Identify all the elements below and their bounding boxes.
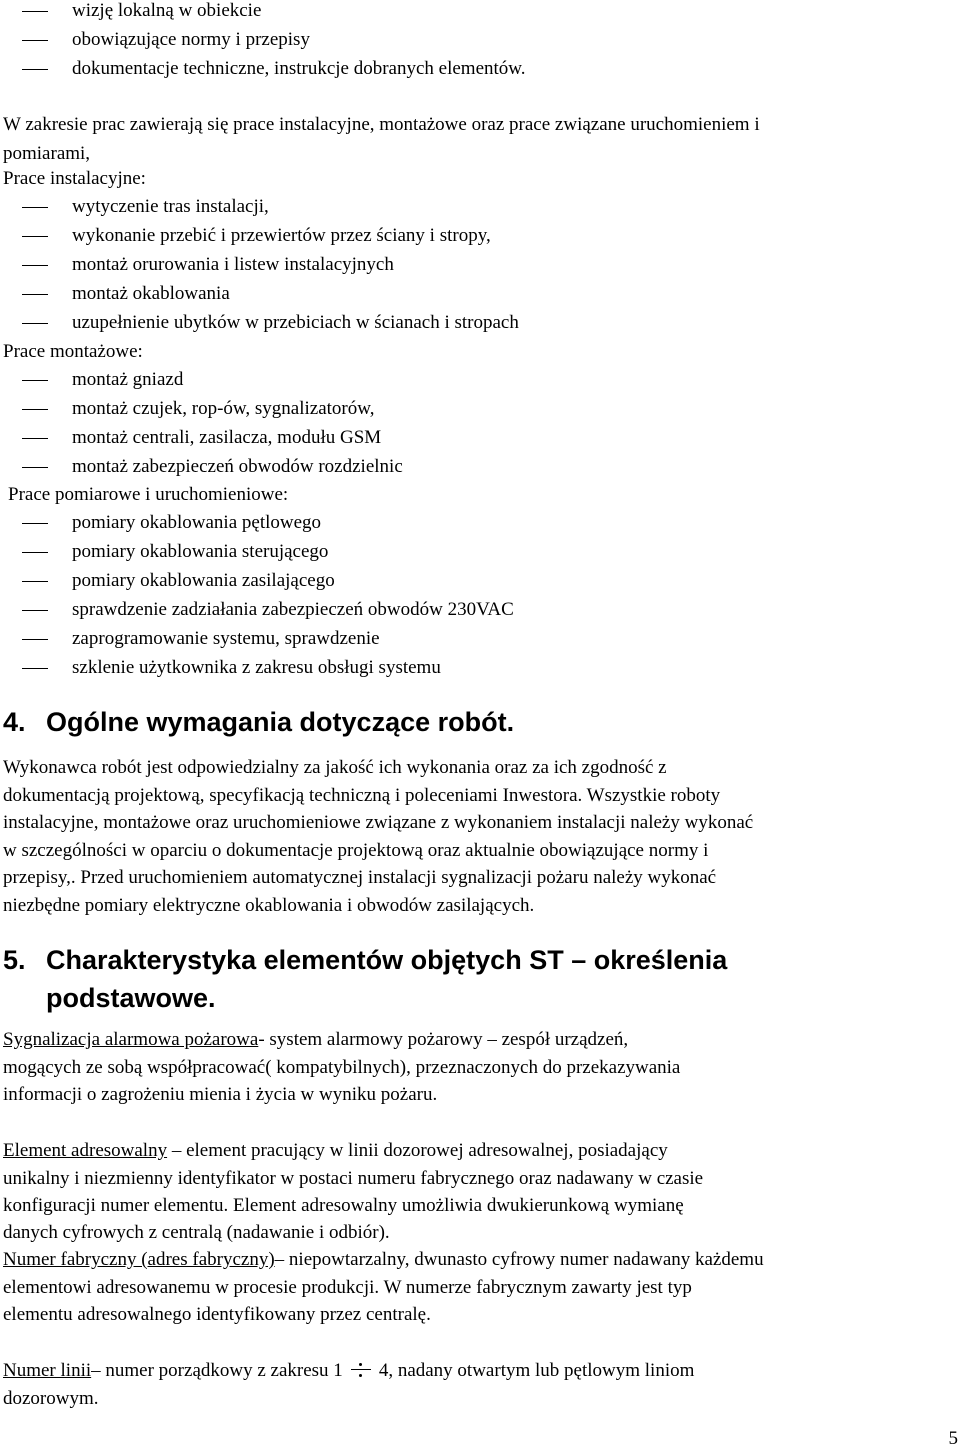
dash-bullet-icon — [22, 69, 48, 70]
paragraph-line: w szczególności w oparciu o dokumentacje projektową oraz aktualnie obowiązujące normy i — [3, 840, 709, 861]
paragraph-line: danych cyfrowych z centralą (nadawanie i odbiór). — [3, 1222, 390, 1243]
measurement-title: Prace pomiarowe i uruchomieniowe: — [8, 484, 289, 505]
paragraph-line: elementu adresowalnego identyfikowany przez centralę. — [3, 1304, 431, 1325]
paragraph-line: Wykonawca robót jest odpowiedzialny za jakość ich wykonania oraz za ich zgodność z — [3, 757, 667, 778]
dash-bullet-icon — [22, 380, 48, 381]
dash-bullet-icon — [22, 552, 48, 553]
section-number: 4. — [3, 707, 26, 737]
dash-bullet-icon — [22, 610, 48, 611]
paragraph-line: przepisy,. Przed uruchomieniem automatycznej instalacji sygnalizacji pożaru należy wykonać — [3, 867, 717, 888]
definition-term: Sygnalizacja alarmowa pożarowa — [3, 1029, 259, 1050]
assembly-title: Prace montażowe: — [3, 341, 143, 362]
section-title: Charakterystyka elementów objętych ST – określenia — [46, 945, 728, 975]
section-5-heading — [3, 944, 727, 976]
paragraph-line: elementowi adresowanemu w procesie produkcji. W numerze fabrycznym zawarty jest typ — [3, 1277, 692, 1298]
page-number: 5 — [948, 1428, 958, 1449]
division-sign-icon — [349, 1362, 373, 1378]
scope-text: W zakresie prac zawierają się prace instalacyjne, montażowe oraz prace związane uruchomieniem i — [3, 114, 760, 135]
definition-alarm: Sygnalizacja alarmowa pożarowa- system alarmowy pożarowy – zespół urządzeń, — [3, 1029, 629, 1050]
paragraph-line: unikalny i niezmienny identyfikator w postaci numeru fabrycznego oraz nadawany w czasie — [3, 1168, 704, 1189]
dash-bullet-icon — [22, 323, 48, 324]
paragraph-line: dozorowym. — [3, 1388, 99, 1409]
dash-bullet-icon — [22, 265, 48, 266]
dash-bullet-icon — [22, 581, 48, 582]
definition-serial: Numer fabryczny (adres fabryczny)– niepowtarzalny, dwunasto cyfrowy numer nadawany każdemu — [3, 1249, 764, 1270]
dash-bullet-icon — [22, 668, 48, 669]
paragraph-line: informacji o zagrożeniu mienia i życia w wyniku pożaru. — [3, 1084, 438, 1105]
definition-term: Numer fabryczny (adres fabryczny) — [3, 1249, 275, 1270]
paragraph-line: niezbędne pomiary elektryczne okablowania i obwodów zasilających. — [3, 895, 535, 916]
dash-bullet-icon — [22, 409, 48, 410]
section-number: 5. — [3, 945, 26, 975]
dash-bullet-icon — [22, 207, 48, 208]
dash-bullet-icon — [22, 11, 48, 12]
paragraph-line: mogących ze sobą współpracować( kompatybilnych), przeznaczonych do przekazywania — [3, 1057, 681, 1078]
dash-bullet-icon — [22, 467, 48, 468]
definition-element: Element adresowalny – element pracujący w linii dozorowej adresowalnej, posiadający — [3, 1140, 668, 1161]
paragraph-line: konfiguracji numer elementu. Element adresowalny umożliwia dwukierunkową wymianę — [3, 1195, 684, 1216]
dash-bullet-icon — [22, 438, 48, 439]
dash-bullet-icon — [22, 236, 48, 237]
scope-text: pomiarami, — [3, 143, 91, 164]
dash-bullet-icon — [22, 639, 48, 640]
dash-bullet-icon — [22, 294, 48, 295]
document-page: wizję lokalną w obiekcie obowiązujące normy i przepisy dokumentacje techniczne, instrukcje dobranych elementów. W zakresie prac zawierają się prace instalacyjne, montażowe oraz prace związane uruchomieniem i pomiarami, Prace instalacyjne: wytyczenie tras instalacji, wykonanie przebić i przewiertów przez ściany i stropy, montaż orurowania i listew instalacyjnych montaż okablowania uzupełnienie ubytków w przebiciach w ścianach i stropach Prace montażowe: montaż gniazd montaż czujek, rop-ów, sygnalizatorów, montaż centrali, zasilacza, modułu GSM montaż zabezpieczeń obwodów rozdzielnic Prace pomiarowe i uruchomieniowe: pomiary okablowania pętlowego pomiary okablowania sterującego pomiary okablowania zasilającego sprawdzenie zadziałania zabezpieczeń obwodów 230VAC zaprogramowanie systemu, sprawdzenie szklenie użytkownika z zakresu obsługi systemu 4. Ogólne wymagania dotyczące robót. Wykonawca robót jest odpowiedzialny za jakość ich wykonania oraz za ich zgodność z dokumentacją projektową, specyfikacją techniczną i poleceniami Inwestora. Wszystkie roboty instalacyjne, montażowe oraz uruchomieniowe związane z wykonaniem instalacji należy wykonać w szczególności w oparciu o dokumentacje projektową oraz aktualnie obowiązujące normy i przepisy,. Przed uruchomieniem automatycznej instalacji sygnalizacji pożaru należy wykonać niezbędne pomiary elektryczne okablowania i obwodów zasilających. 5. Charakterystyka elementów objętych ST – określenia podstawowe. Sygnalizacja alarmowa pożarowa- system alarmowy pożarowy – zespół urządzeń, mogących ze sobą współpracować( kompatybilnych), przeznaczonych do przekazywania informacji o zagrożeniu mienia i życia w wyniku pożaru. Element adresowalny – element pracujący w linii dozorowej adresowalnej, posiadający unikalny i niezmienny identyfikator w postaci numeru fabrycznego oraz nadawany w czasie konfiguracji numer elementu. Element adresowalny umożliwia dwukierunkową wymianę danych cyfrowych z centralą (nadawanie i odbiór). Numer fabryczny (adres fabryczny)– niepowtarzalny, dwunasto cyfrowy numer nadawany każdemu elementowi adresowanemu w procesie produkcji. W numerze fabrycznym zawarty jest typ elementu adresowalnego identyfikowany przez centralę. Numer linii– numer porządkowy z zakresu 1 4, nadany otwartym lub pętlowym liniom dozorowym. 5 — [3, 0, 958, 1449]
section-4-heading — [3, 706, 514, 738]
definition-term: Numer linii — [3, 1360, 92, 1381]
definition-line-number: Numer linii– numer porządkowy z zakresu 1 4, nadany otwartym lub pętlowym liniom — [3, 1360, 695, 1381]
paragraph-line: dokumentacją projektową, specyfikacją techniczną i poleceniami Inwestora. Wszystkie roboty — [3, 785, 721, 806]
section-5-heading-cont: podstawowe. — [46, 983, 216, 1013]
paragraph-line: instalacyjne, montażowe oraz uruchomieniowe związane z wykonaniem instalacji należy wykonać — [3, 812, 754, 833]
dash-bullet-icon — [22, 40, 48, 41]
definition-term: Element adresowalny — [3, 1140, 168, 1161]
installation-title: Prace instalacyjne: — [3, 168, 146, 189]
dash-bullet-icon — [22, 523, 48, 524]
section-title: Ogólne wymagania dotyczące robót. — [46, 707, 515, 737]
